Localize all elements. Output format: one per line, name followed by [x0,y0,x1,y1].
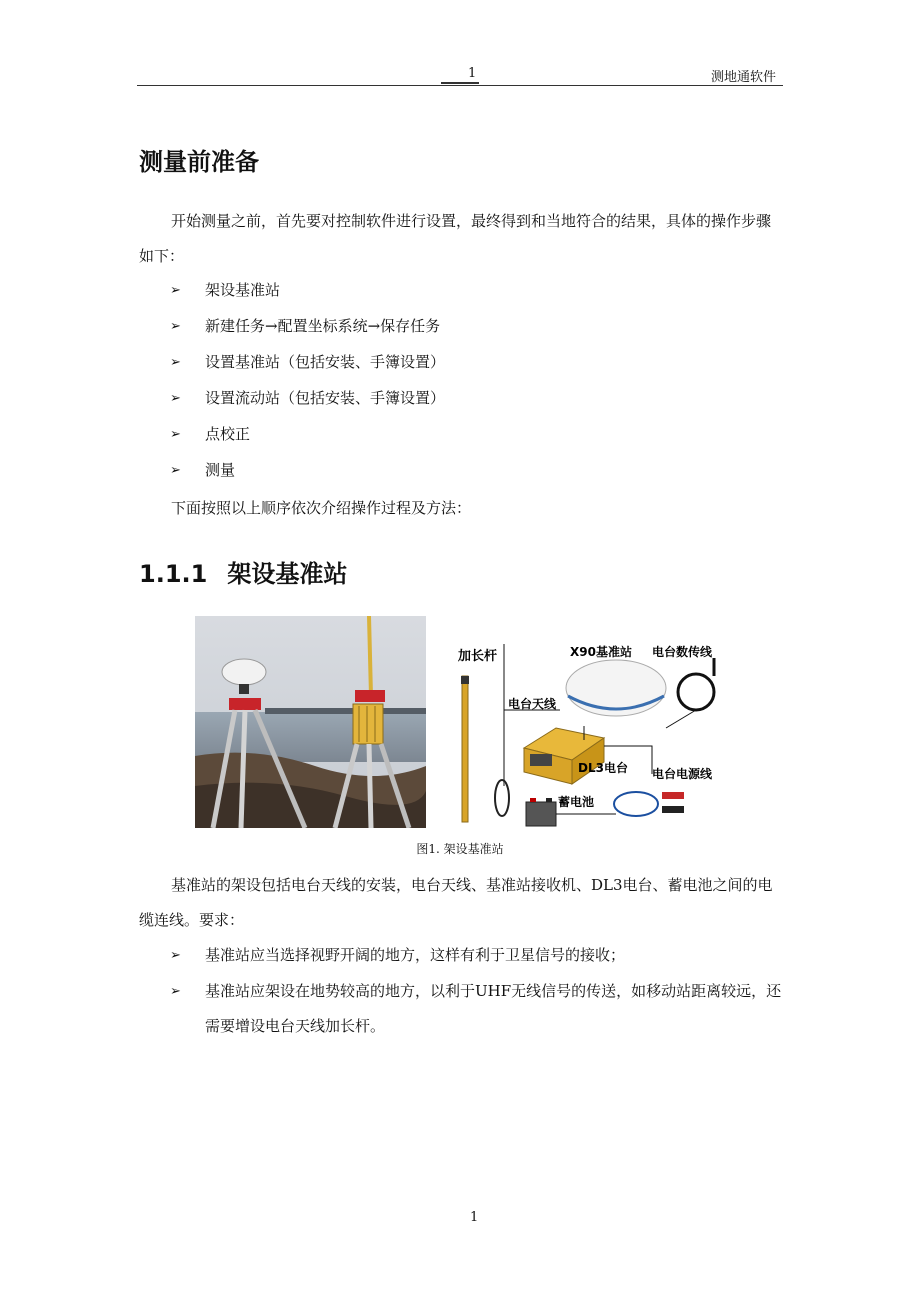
bullet-arrow-icon: ➢ [170,948,181,963]
base-station-photo [195,616,426,828]
battery-label: 蓄电池 [558,795,595,809]
list-item-text: 设置基准站（包括安装、手簿设置） [205,353,446,371]
bullet-arrow-icon: ➢ [170,391,181,406]
list-item-text: 测量 [205,461,236,479]
list-item-text: 点校正 [205,425,251,443]
list-item [170,273,280,308]
intro-paragraph: 开始测量之前，首先要对控制软件进行设置，最终得到和当地符合的结果，具体的操作步骤如下： [139,212,772,265]
list-item-text: 架设基准站 [205,281,281,299]
subsection-number: 1.1.1 [139,560,208,588]
header-page-number: 1 [468,66,477,81]
list-item [170,938,783,973]
bullet-arrow-icon: ➢ [170,355,181,370]
subsection-title [139,554,347,589]
radio-power-cable-label: 电台电源线 [652,767,713,781]
extension-rod-label: 加长杆 [458,649,498,664]
radio-antenna-label: 电台天线 [508,697,557,711]
section-title: 测量前准备 [139,148,259,176]
header-rule [137,85,783,86]
outro-paragraph: 下面按照以上顺序依次介绍操作过程及方法： [171,499,472,517]
header-underline [441,82,479,84]
figure-caption: 图1. 架设基准站 [416,842,504,856]
equipment-diagram [456,636,730,832]
bullet-arrow-icon: ➢ [170,463,181,478]
list-item [170,309,440,344]
list-item-text: 基准站应当选择视野开阔的地方，这样有利于卫星信号的接收； [205,946,626,964]
radio-data-cable-label: 电台数传线 [652,645,713,659]
dl3-radio-label: DL3电台 [578,761,628,775]
base-station-label: X90基准站 [570,645,632,659]
list-item-text: 基准站应架设在地势较高的地方，以利于UHF无线信号的传送，如移动站距离较远，还需要增设电台天线加长杆。 [205,982,782,1035]
bullet-arrow-icon: ➢ [170,319,181,334]
list-item [170,974,783,1044]
list-item-text: 设置流动站（包括安装、手簿设置） [205,389,446,407]
bullet-arrow-icon: ➢ [170,427,181,442]
list-item-text: 新建任务→配置坐标系统→保存任务 [205,317,441,335]
subsection-paragraph: 基准站的架设包括电台天线的安装，电台天线、基准站接收机、DL3电台、蓄电池之间的电缆连线。要求： [139,876,773,929]
subsection-title-text: 架设基准站 [227,560,348,588]
bullet-arrow-icon: ➢ [170,283,181,298]
footer-page-number: 1 [470,1210,479,1225]
list-item [170,453,235,488]
list-item [170,381,445,416]
header-title: 测地通软件 [711,70,777,85]
bullet-arrow-icon: ➢ [170,984,181,999]
list-item [170,345,445,380]
list-item [170,417,250,452]
